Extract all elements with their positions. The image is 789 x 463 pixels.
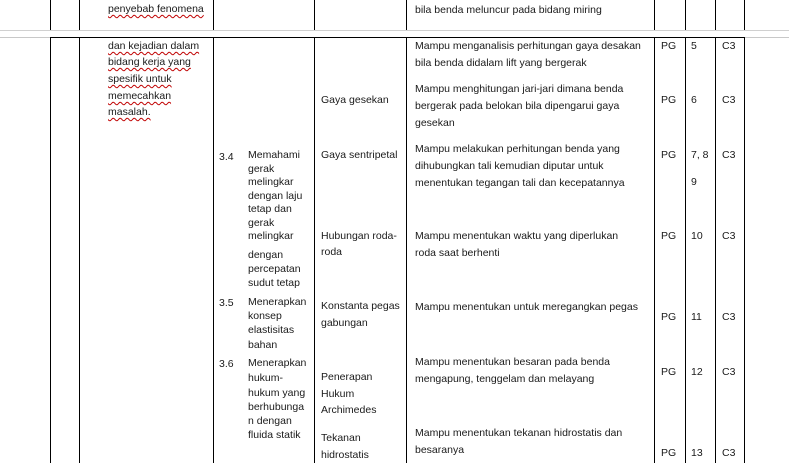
competency-line: dan kejadian dalam (108, 40, 200, 52)
indicator-line: Mampu menganalisis perhitungan gaya desakan (415, 40, 641, 52)
sub-competency-line: fluida statik (248, 429, 301, 441)
material-text: Gaya sentripetal (321, 149, 398, 161)
indicator-line: dihubungkan tali kemudian diputar untuk (415, 160, 604, 172)
question-number: 10 (691, 230, 703, 242)
sub-competency-line: melingkar (248, 230, 294, 242)
sub-competency-line: elastisitas (248, 324, 295, 336)
indicator-line: Mampu menentukan besaran pada benda (415, 356, 610, 368)
material-text: Archimedes (321, 404, 377, 416)
indicator-line: mengapung, tenggelam dan melayang (415, 373, 595, 385)
question-number: 7, 8 (691, 149, 709, 161)
question-number: 9 (691, 176, 697, 188)
sub-competency-line: melingkar (248, 176, 294, 188)
cognitive-level: C3 (722, 230, 736, 242)
indicator-line: menentukan tegangan tali dan kecepatannya (415, 177, 625, 189)
indicator-line: besaranya (415, 444, 465, 456)
sub-competency-line: Memahami (248, 149, 300, 161)
competency-line: bidang kerja yang (108, 56, 191, 68)
sub-competency-line: gerak (248, 216, 275, 229)
question-form: PG (661, 40, 677, 52)
material-text: Konstanta pegas (321, 300, 400, 312)
sub-competency-number: 3.4 (219, 151, 234, 163)
indicator-line: Mampu menentukan untuk meregangkan pegas (415, 301, 638, 313)
indicator-line: gesekan (415, 117, 455, 129)
material-text: gabungan (321, 317, 368, 329)
sub-competency-line: berhubunga (248, 401, 305, 413)
sub-competency-line: hukum- (248, 372, 284, 384)
sub-competency-line: n dengan (248, 415, 292, 427)
question-number: 5 (691, 40, 697, 52)
sub-competency-line: dengan (248, 249, 284, 261)
material-text: Tekanan (321, 432, 361, 444)
question-form: PG (661, 366, 677, 378)
competency-line: memecahkan (108, 90, 172, 102)
sub-competency-line: dengan laju (248, 189, 303, 202)
sub-competency-line: hukum yang (248, 387, 306, 399)
indicator-line: Mampu menentukan tekanan hidrostatis dan (415, 427, 623, 439)
competency-line: spesifik untuk (108, 73, 172, 85)
question-number: 13 (691, 447, 703, 459)
question-form: PG (661, 149, 677, 161)
cognitive-level: C3 (722, 40, 736, 52)
cognitive-level: C3 (722, 366, 736, 378)
question-form: PG (661, 447, 677, 459)
sub-competency-line: tetap dan (248, 203, 292, 215)
material-text: Hubungan roda- (321, 230, 397, 242)
sub-competency-line: percepatan (248, 263, 301, 275)
question-number: 12 (691, 366, 703, 378)
question-number: 6 (691, 94, 697, 106)
indicator-line: Mampu melakukan perhitungan benda yang (415, 143, 620, 155)
sub-competency-line: sudut tetap (248, 277, 300, 289)
sub-competency-number: 3.6 (219, 358, 234, 370)
sub-competency-line: Menerapkan (248, 357, 307, 369)
cognitive-level: C3 (722, 94, 736, 106)
indicator-line: bila benda didalam lift yang bergerak (415, 57, 587, 69)
material-text: Penerapan (321, 371, 373, 383)
cognitive-level: C3 (722, 149, 736, 161)
sub-competency-line: bahan (248, 339, 278, 351)
competency-line-top: penyebab fenomena (108, 3, 204, 15)
question-form: PG (661, 230, 677, 242)
indicator-line: bergerak pada belokan bila dipengarui gaya (415, 100, 620, 112)
question-form: PG (661, 311, 677, 323)
question-form: PG (661, 94, 677, 106)
indicator-line: roda saat berhenti (415, 247, 500, 259)
material-text: hidrostatis (321, 449, 369, 461)
indicator-line: Mampu menghitungan jari-jari dimana benda (415, 83, 624, 95)
material-text: Hukum (321, 388, 355, 400)
material-text: Gaya gesekan (321, 94, 389, 106)
sub-competency-line: gerak (248, 162, 275, 175)
competency-line: masalah. (108, 106, 151, 118)
material-text: roda (321, 246, 343, 258)
indicator-line: Mampu menentukan waktu yang diperlukan (415, 230, 619, 242)
sub-competency-number: 3.5 (219, 297, 234, 309)
cognitive-level: C3 (722, 447, 736, 459)
sub-competency-line: konsep (248, 310, 282, 322)
sub-competency-line: Menerapkan (248, 296, 307, 308)
indicator-line-top: bila benda meluncur pada bidang miring (415, 4, 602, 16)
cognitive-level: C3 (722, 311, 736, 323)
question-number: 11 (691, 311, 702, 323)
